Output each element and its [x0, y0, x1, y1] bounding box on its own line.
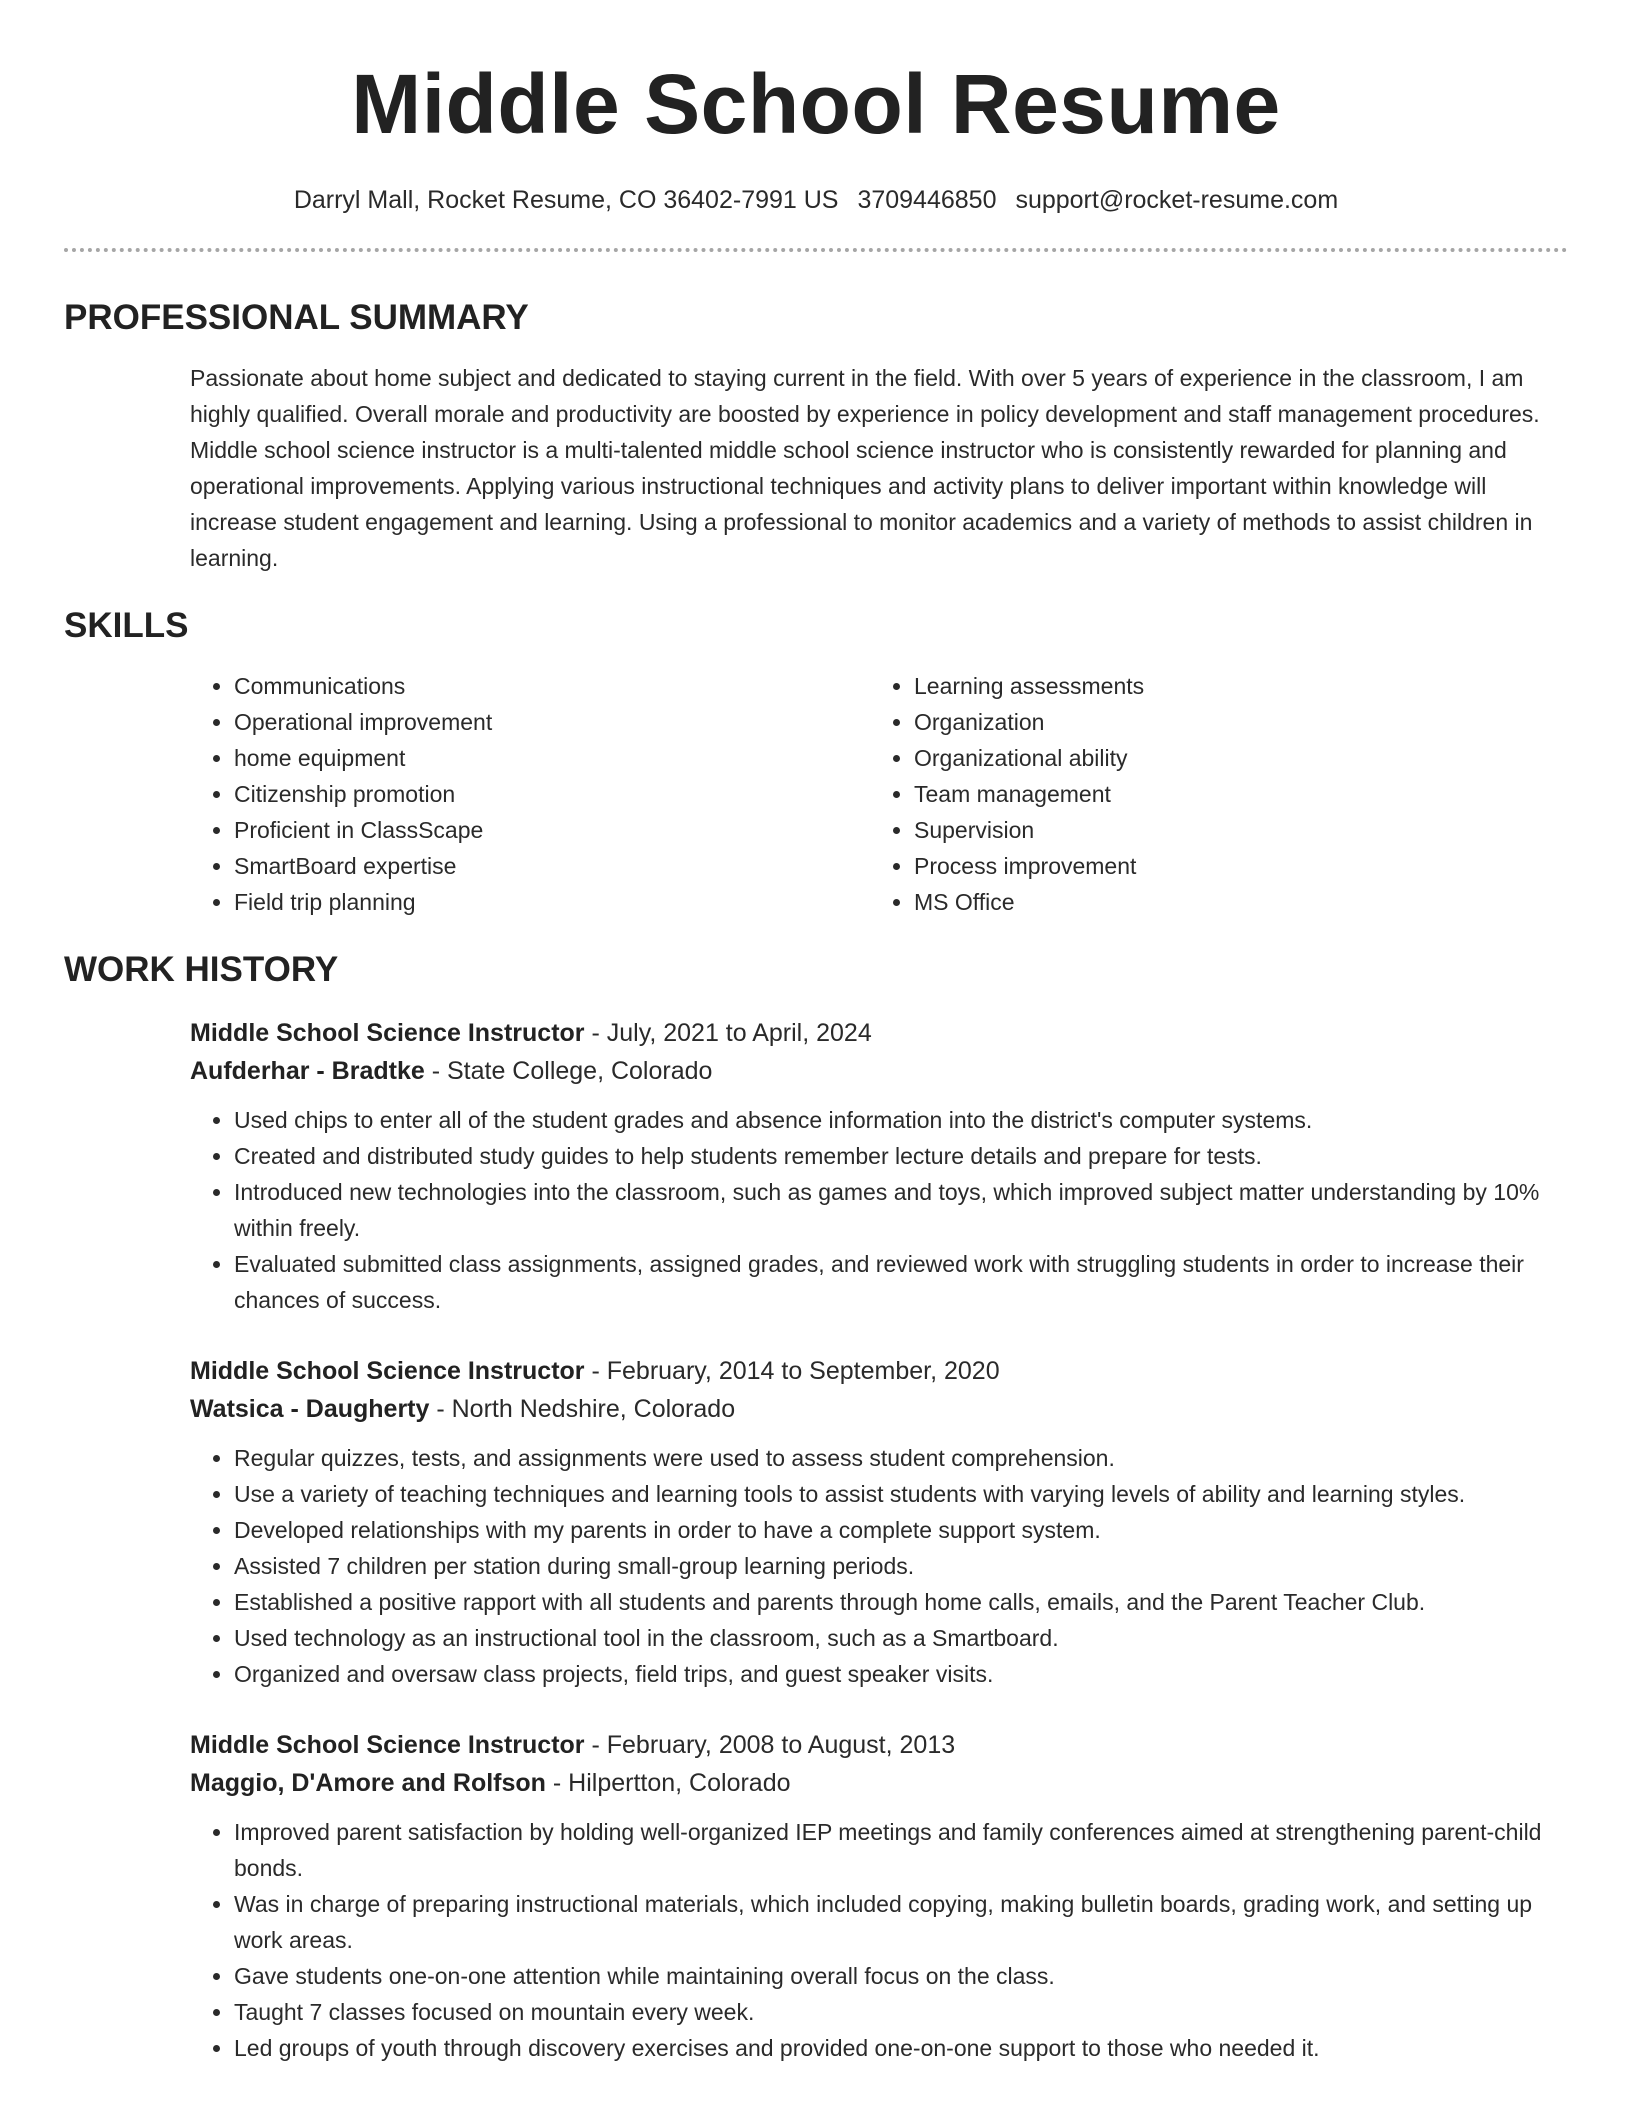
- job-title: Middle School Science Instructor: [190, 1019, 585, 1047]
- header-divider: [64, 248, 1568, 252]
- summary-text: Passionate about home subject and dedicated to staying current in the field. With over 5 years of experience in the classroom, I am highly qualified. Overall morale and productivity are boosted by experience in policy development and staff management procedures. Middle school science instructor is a multi-talented middle school science instructor who is consistently rewarded for planning and operational improvements. Applying various instructional techniques and activity plans to deliver important within knowledge will increase student engagement and learning. Using a professional to monitor academics and a variety of methods to assist children in learning.: [190, 365, 1540, 571]
- job-title: Middle School Science Instructor: [190, 1357, 585, 1385]
- skills-column-left: [190, 668, 870, 920]
- job-dates: - February, 2008 to August, 2013: [584, 1731, 956, 1759]
- job-bullet: • Organized and oversaw class projects, field trips, and guest speaker visits.: [234, 1656, 1568, 1692]
- skill-item: • home equipment: [234, 740, 870, 776]
- job-company-line: [190, 1764, 1568, 1802]
- summary-heading: PROFESSIONAL SUMMARY: [64, 298, 529, 337]
- skills-grid: [190, 668, 1568, 920]
- job-dates: - February, 2014 to September, 2020: [584, 1357, 1000, 1385]
- job-location: - Hilpertton, Colorado: [545, 1769, 791, 1797]
- job-bullet: • Used chips to enter all of the student grades and absence information into the district's computer systems.: [234, 1102, 1568, 1138]
- job-bullet: • Was in charge of preparing instructional materials, which included copying, making bulletin boards, grading work, and setting up work areas.: [234, 1886, 1568, 1958]
- skills-list-left: [190, 668, 870, 920]
- job-entry: [190, 1352, 1568, 1692]
- skill-item: • MS Office: [914, 884, 1550, 920]
- skill-item: • Organization: [914, 704, 1550, 740]
- job-entry: [190, 1014, 1568, 1318]
- job-location: - State College, Colorado: [424, 1057, 713, 1085]
- job-bullet: • Introduced new technologies into the classroom, such as games and toys, which improved subject matter understanding by 10% within freely.: [234, 1174, 1568, 1246]
- job-title-line: [190, 1014, 1568, 1052]
- job-bullet: • Evaluated submitted class assignments, assigned grades, and reviewed work with struggling students in order to increase their chances of success.: [234, 1246, 1568, 1318]
- contact-address: Darryl Mall, Rocket Resume, CO 36402-7991 US: [293, 186, 839, 214]
- page-title: Middle School Resume: [351, 57, 1281, 151]
- contact-phone: 3709446850: [857, 186, 997, 214]
- skill-item: • Operational improvement: [234, 704, 870, 740]
- job-bullet: • Established a positive rapport with all students and parents through home calls, emails, and the Parent Teacher Club.: [234, 1584, 1568, 1620]
- job-entry: [190, 1726, 1568, 2066]
- skill-item: • Communications: [234, 668, 870, 704]
- job-company: Aufderhar - Bradtke: [190, 1057, 425, 1085]
- skill-item: • Proficient in ClassScape: [234, 812, 870, 848]
- job-company: Maggio, D'Amore and Rolfson: [190, 1769, 546, 1797]
- job-bullet: • Assisted 7 children per station during small-group learning periods.: [234, 1548, 1568, 1584]
- skill-item: • Supervision: [914, 812, 1550, 848]
- job-title: Middle School Science Instructor: [190, 1731, 585, 1759]
- skill-item: • Citizenship promotion: [234, 776, 870, 812]
- skills-heading: SKILLS: [64, 606, 189, 645]
- job-bullet-list: [190, 1814, 1568, 2066]
- job-bullet: • Improved parent satisfaction by holding well-organized IEP meetings and family conferences aimed at strengthening parent-child bonds.: [234, 1814, 1568, 1886]
- skill-item: • SmartBoard expertise: [234, 848, 870, 884]
- skill-item: • Process improvement: [914, 848, 1550, 884]
- job-bullet: • Created and distributed study guides to help students remember lecture details and prepare for tests.: [234, 1138, 1568, 1174]
- job-title-line: [190, 1726, 1568, 1764]
- skill-item: • Organizational ability: [914, 740, 1550, 776]
- skill-item: • Field trip planning: [234, 884, 870, 920]
- skill-item: • Learning assessments: [914, 668, 1550, 704]
- job-company: Watsica - Daugherty: [190, 1395, 430, 1423]
- job-company-line: [190, 1052, 1568, 1090]
- contact-email: support@rocket-resume.com: [1015, 186, 1339, 214]
- contact-line: [64, 184, 1568, 216]
- job-bullet: • Led groups of youth through discovery exercises and provided one-on-one support to those who needed it.: [234, 2030, 1568, 2066]
- skill-item: • Team management: [914, 776, 1550, 812]
- job-bullet: • Taught 7 classes focused on mountain every week.: [234, 1994, 1568, 2030]
- job-title-line: [190, 1352, 1568, 1390]
- work-history-heading: WORK HISTORY: [64, 950, 339, 989]
- job-company-line: [190, 1390, 1568, 1428]
- job-bullet-list: [190, 1102, 1568, 1318]
- job-bullet: • Gave students one-on-one attention while maintaining overall focus on the class.: [234, 1958, 1568, 1994]
- job-bullet-list: [190, 1440, 1568, 1692]
- job-bullet: • Regular quizzes, tests, and assignments were used to assess student comprehension.: [234, 1440, 1568, 1476]
- job-location: - North Nedshire, Colorado: [429, 1395, 736, 1423]
- job-bullet: • Used technology as an instructional tool in the classroom, such as a Smartboard.: [234, 1620, 1568, 1656]
- skills-list-right: [870, 668, 1550, 920]
- job-dates: - July, 2021 to April, 2024: [584, 1019, 872, 1047]
- job-bullet: • Use a variety of teaching techniques and learning tools to assist students with varying levels of ability and learning styles.: [234, 1476, 1568, 1512]
- skills-column-right: [870, 668, 1550, 920]
- job-bullet: • Developed relationships with my parents in order to have a complete support system.: [234, 1512, 1568, 1548]
